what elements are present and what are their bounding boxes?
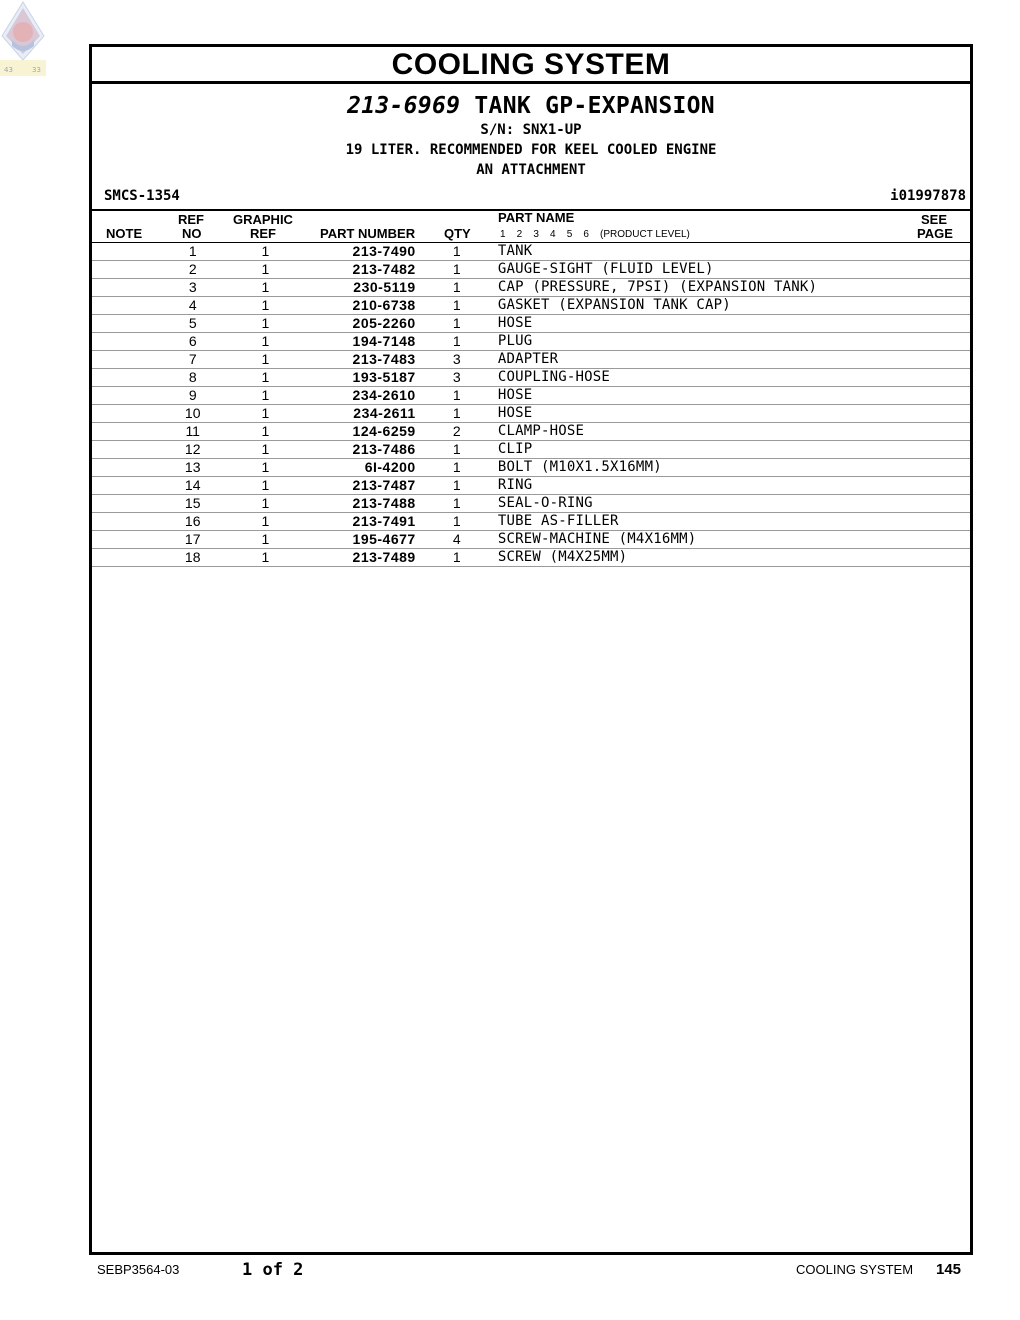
- cell-part-name: RING: [498, 477, 859, 495]
- cell-note: [92, 387, 160, 405]
- cell-part-number: 193-5187: [305, 369, 415, 387]
- col-note: NOTE: [106, 226, 143, 241]
- table-row: [92, 261, 970, 279]
- cell-see-page: [859, 351, 970, 369]
- cell-note: [92, 297, 160, 315]
- cell-part-number: 205-2260: [305, 315, 415, 333]
- cell-see-page: [859, 405, 970, 423]
- cell-qty: 1: [416, 333, 498, 351]
- footer-page-number: 145: [936, 1261, 962, 1278]
- footer-page-of: 1 of 2: [242, 1260, 304, 1280]
- col-graphic-top: GRAPHIC: [233, 212, 293, 227]
- cell-ref-no: 9: [160, 387, 225, 405]
- smcs-row: [92, 188, 970, 208]
- col-graphic-bottom: REF: [250, 226, 276, 241]
- col-qty: QTY: [444, 226, 471, 241]
- cell-see-page: [859, 261, 970, 279]
- cell-see-page: [859, 279, 970, 297]
- page-footer: [0, 1258, 1020, 1282]
- cell-see-page: [859, 459, 970, 477]
- cell-part-name: SCREW-MACHINE (M4X16MM): [498, 531, 859, 549]
- cell-note: [92, 459, 160, 477]
- page-title: COOLING SYSTEM: [92, 47, 970, 84]
- table-row: [92, 369, 970, 387]
- column-header: [92, 211, 970, 243]
- group-part-number: 213-6969: [347, 93, 461, 119]
- cell-part-number: 230-5119: [305, 279, 415, 297]
- cell-part-name: COUPLING-HOSE: [498, 369, 859, 387]
- cell-qty: 1: [416, 315, 498, 333]
- serial-number: S/N: SNX1-UP: [480, 122, 582, 138]
- footer-document-number: SEBP3564-03: [97, 1262, 180, 1277]
- cell-see-page: [859, 387, 970, 405]
- cell-part-name: SCREW (M4X25MM): [498, 549, 859, 567]
- cell-ref-no: 13: [160, 459, 225, 477]
- col-see-top: SEE: [921, 212, 948, 227]
- cell-see-page: [859, 549, 970, 567]
- illustration-id: i01997878: [890, 188, 966, 204]
- cell-part-number: 124-6259: [305, 423, 415, 441]
- table-row: [92, 459, 970, 477]
- cell-note: [92, 423, 160, 441]
- cell-graphic-ref: 1: [225, 459, 305, 477]
- attachment-label: AN ATTACHMENT: [476, 162, 586, 178]
- cell-qty: 1: [416, 441, 498, 459]
- cell-see-page: [859, 531, 970, 549]
- logo-right-number: 33: [32, 66, 41, 74]
- cell-ref-no: 14: [160, 477, 225, 495]
- cell-qty: 1: [416, 459, 498, 477]
- cell-note: [92, 495, 160, 513]
- cell-note: [92, 549, 160, 567]
- table-row: [92, 513, 970, 531]
- cell-note: [92, 369, 160, 387]
- cell-part-number: 210-6738: [305, 297, 415, 315]
- cell-ref-no: 10: [160, 405, 225, 423]
- cell-part-name: TANK: [498, 243, 859, 261]
- cell-note: [92, 531, 160, 549]
- cell-qty: 1: [416, 297, 498, 315]
- cell-qty: 1: [416, 477, 498, 495]
- cell-part-name: GASKET (EXPANSION TANK CAP): [498, 297, 859, 315]
- cell-part-number: 234-2610: [305, 387, 415, 405]
- cell-part-number: 195-4677: [305, 531, 415, 549]
- cell-see-page: [859, 441, 970, 459]
- group-description: 19 LITER. RECOMMENDED FOR KEEL COOLED ENGINE: [345, 142, 717, 158]
- cell-part-number: 6I-4200: [305, 459, 415, 477]
- cell-graphic-ref: 1: [225, 243, 305, 261]
- cell-note: [92, 279, 160, 297]
- cell-ref-no: 11: [160, 423, 225, 441]
- table-row: [92, 441, 970, 459]
- cell-graphic-ref: 1: [225, 405, 305, 423]
- group-header: [92, 84, 970, 211]
- cell-graphic-ref: 1: [225, 315, 305, 333]
- cell-graphic-ref: 1: [225, 423, 305, 441]
- table-row: [92, 351, 970, 369]
- col-ref-top: REF: [178, 212, 204, 227]
- table-row: [92, 495, 970, 513]
- cell-qty: 1: [416, 513, 498, 531]
- cell-qty: 1: [416, 405, 498, 423]
- cell-qty: 2: [416, 423, 498, 441]
- table-row: [92, 243, 970, 261]
- cell-note: [92, 261, 160, 279]
- cell-part-number: 213-7487: [305, 477, 415, 495]
- cell-part-name: CLIP: [498, 441, 859, 459]
- cell-part-name: PLUG: [498, 333, 859, 351]
- cell-graphic-ref: 1: [225, 531, 305, 549]
- cell-see-page: [859, 297, 970, 315]
- cell-graphic-ref: 1: [225, 333, 305, 351]
- table-row: [92, 297, 970, 315]
- cell-qty: 3: [416, 369, 498, 387]
- cell-graphic-ref: 1: [225, 261, 305, 279]
- cell-part-name: HOSE: [498, 387, 859, 405]
- cell-ref-no: 5: [160, 315, 225, 333]
- table-row: [92, 333, 970, 351]
- cell-note: [92, 405, 160, 423]
- cell-qty: 1: [416, 243, 498, 261]
- cell-ref-no: 1: [160, 243, 225, 261]
- cell-part-name: CAP (PRESSURE, 7PSI) (EXPANSION TANK): [498, 279, 859, 297]
- cell-ref-no: 12: [160, 441, 225, 459]
- cell-part-number: 213-7488: [305, 495, 415, 513]
- cell-graphic-ref: 1: [225, 369, 305, 387]
- col-part-name: PART NAME: [498, 210, 575, 225]
- cell-see-page: [859, 243, 970, 261]
- table-row: [92, 405, 970, 423]
- cell-see-page: [859, 315, 970, 333]
- cell-graphic-ref: 1: [225, 441, 305, 459]
- cell-part-number: 213-7482: [305, 261, 415, 279]
- cell-graphic-ref: 1: [225, 549, 305, 567]
- cell-part-number: 213-7489: [305, 549, 415, 567]
- cell-graphic-ref: 1: [225, 297, 305, 315]
- cell-qty: 1: [416, 279, 498, 297]
- col-ref-bottom: NO: [182, 226, 202, 241]
- cell-note: [92, 513, 160, 531]
- cell-note: [92, 441, 160, 459]
- col-see-bottom: PAGE: [917, 226, 953, 241]
- logo-left-number: 43: [4, 66, 13, 74]
- cell-ref-no: 6: [160, 333, 225, 351]
- cell-note: [92, 477, 160, 495]
- table-row: [92, 477, 970, 495]
- cell-ref-no: 18: [160, 549, 225, 567]
- cell-note: [92, 243, 160, 261]
- cell-graphic-ref: 1: [225, 387, 305, 405]
- table-row: [92, 531, 970, 549]
- cell-graphic-ref: 1: [225, 513, 305, 531]
- cell-note: [92, 351, 160, 369]
- cell-part-number: 213-7486: [305, 441, 415, 459]
- cell-part-name: HOSE: [498, 315, 859, 333]
- cell-graphic-ref: 1: [225, 495, 305, 513]
- table-row: [92, 279, 970, 297]
- col-product-levels: 1 2 3 4 5 6 (PRODUCT LEVEL): [500, 229, 690, 240]
- table-row: [92, 549, 970, 567]
- cell-part-name: GAUGE-SIGHT (FLUID LEVEL): [498, 261, 859, 279]
- cell-qty: 4: [416, 531, 498, 549]
- watermark-logo-icon: [0, 0, 46, 76]
- cell-graphic-ref: 1: [225, 279, 305, 297]
- table-row: [92, 315, 970, 333]
- cell-part-name: TUBE AS-FILLER: [498, 513, 859, 531]
- cell-part-number: 213-7483: [305, 351, 415, 369]
- cell-part-name: ADAPTER: [498, 351, 859, 369]
- footer-section: COOLING SYSTEM: [796, 1262, 914, 1277]
- cell-part-name: HOSE: [498, 405, 859, 423]
- cell-ref-no: 17: [160, 531, 225, 549]
- group-part-name: TANK GP-EXPANSION: [474, 93, 715, 119]
- cell-qty: 1: [416, 495, 498, 513]
- cell-part-number: 234-2611: [305, 405, 415, 423]
- cell-part-name: CLAMP-HOSE: [498, 423, 859, 441]
- cell-ref-no: 3: [160, 279, 225, 297]
- cell-part-name: SEAL-O-RING: [498, 495, 859, 513]
- cell-note: [92, 333, 160, 351]
- cell-ref-no: 16: [160, 513, 225, 531]
- cell-ref-no: 2: [160, 261, 225, 279]
- cell-graphic-ref: 1: [225, 351, 305, 369]
- cell-part-number: 213-7490: [305, 243, 415, 261]
- cell-see-page: [859, 513, 970, 531]
- cell-qty: 1: [416, 261, 498, 279]
- cell-qty: 1: [416, 387, 498, 405]
- cell-part-number: 194-7148: [305, 333, 415, 351]
- cell-see-page: [859, 477, 970, 495]
- cell-qty: 3: [416, 351, 498, 369]
- table-row: [92, 423, 970, 441]
- cell-ref-no: 8: [160, 369, 225, 387]
- parts-table: [92, 243, 970, 567]
- cell-graphic-ref: 1: [225, 477, 305, 495]
- cell-part-number: 213-7491: [305, 513, 415, 531]
- table-row: [92, 387, 970, 405]
- cell-part-name: BOLT (M10X1.5X16MM): [498, 459, 859, 477]
- cell-see-page: [859, 369, 970, 387]
- cell-see-page: [859, 495, 970, 513]
- cell-note: [92, 315, 160, 333]
- cell-ref-no: 15: [160, 495, 225, 513]
- cell-see-page: [859, 333, 970, 351]
- group-title: [92, 84, 970, 120]
- cell-ref-no: 7: [160, 351, 225, 369]
- col-part-number: PART NUMBER: [320, 226, 416, 241]
- smcs-code: SMCS-1354: [104, 188, 180, 204]
- cell-see-page: [859, 423, 970, 441]
- cell-ref-no: 4: [160, 297, 225, 315]
- cell-qty: 1: [416, 549, 498, 567]
- parts-page-frame: [89, 44, 973, 1255]
